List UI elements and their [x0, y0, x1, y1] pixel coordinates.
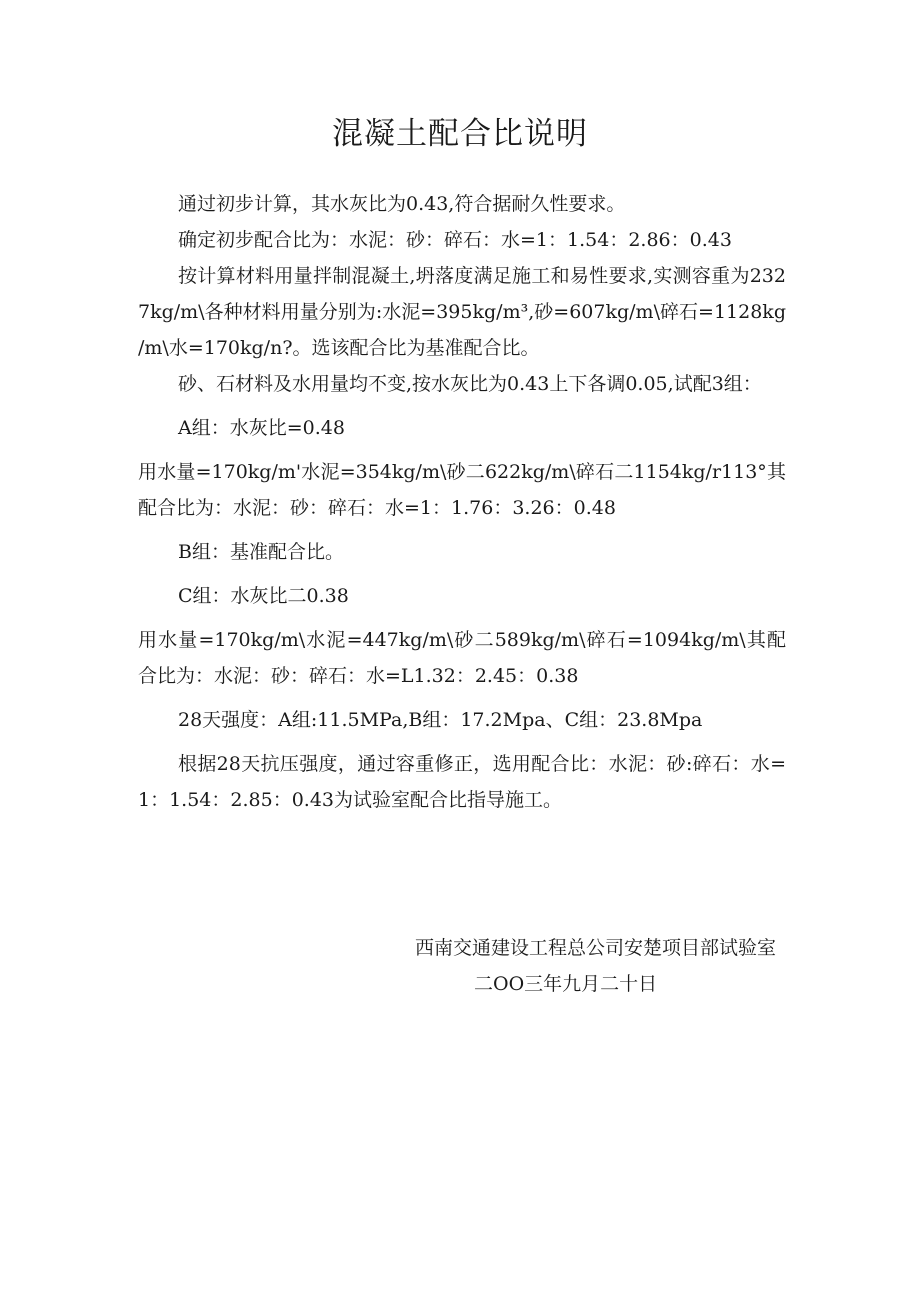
paragraph-group-c-heading: C组：水灰比二0.38 — [178, 585, 349, 607]
organization-name: 西南交通建设工程总公司安楚项目部试验室 — [414, 937, 776, 959]
document-body — [138, 186, 786, 818]
paragraph-group-a-heading: A组：水灰比=0.48 — [178, 417, 345, 439]
paragraph-group-b-heading: B组：基准配合比。 — [178, 541, 344, 563]
paragraph-water-cement-ratio: 通过初步计算，其水灰比为0.43,符合据耐久性要求。 — [178, 193, 626, 215]
paragraph-conclusion: 根据28天抗压强度，通过容重修正，选用配合比：水泥：砂:碎石：水=1：1.54：2.85：0.43为试验室配合比指导施工。 — [138, 753, 786, 811]
paragraph-28-day-strength: 28天强度：A组:11.5MPa,B组：17.2Mpa、C组：23.8Mpa — [178, 709, 703, 731]
signature-block — [138, 930, 786, 995]
document-date: 二OO三年九月二十日 — [474, 973, 658, 995]
paragraph-group-a-detail: 用水量=170kg∕m'水泥=354kg∕m\砂二622kg∕m\碎石二1154kg∕r113°其配合比为：水泥：砂：碎石：水=1：1.76：3.26：0.48 — [138, 461, 786, 519]
paragraph-trial-mix: 按计算材料用量拌制混凝土,坍落度满足施工和易性要求,实测容重为2327kg∕m\各种材料用量分别为:水泥=395kg∕m³,砂=607kg∕m\碎石=1128kg∕m\水=170kg∕n?。选该配合比为基准配合比。 — [138, 265, 786, 359]
paragraph-initial-mix-ratio: 确定初步配合比为：水泥：砂：碎石：水=1：1.54：2.86：0.43 — [178, 229, 732, 251]
document-title: 混凝土配合比说明 — [332, 116, 588, 152]
paragraph-adjustment: 砂、石材料及水用量均不变,按水灰比为0.43上下各调0.05,试配3组： — [178, 373, 762, 395]
paragraph-group-c-detail: 用水量=170kg∕m\水泥=447kg∕m\砂二589kg∕m\碎石=1094kg∕m\其配合比为：水泥：砂：碎石：水=L1.32：2.45：0.38 — [138, 629, 786, 687]
